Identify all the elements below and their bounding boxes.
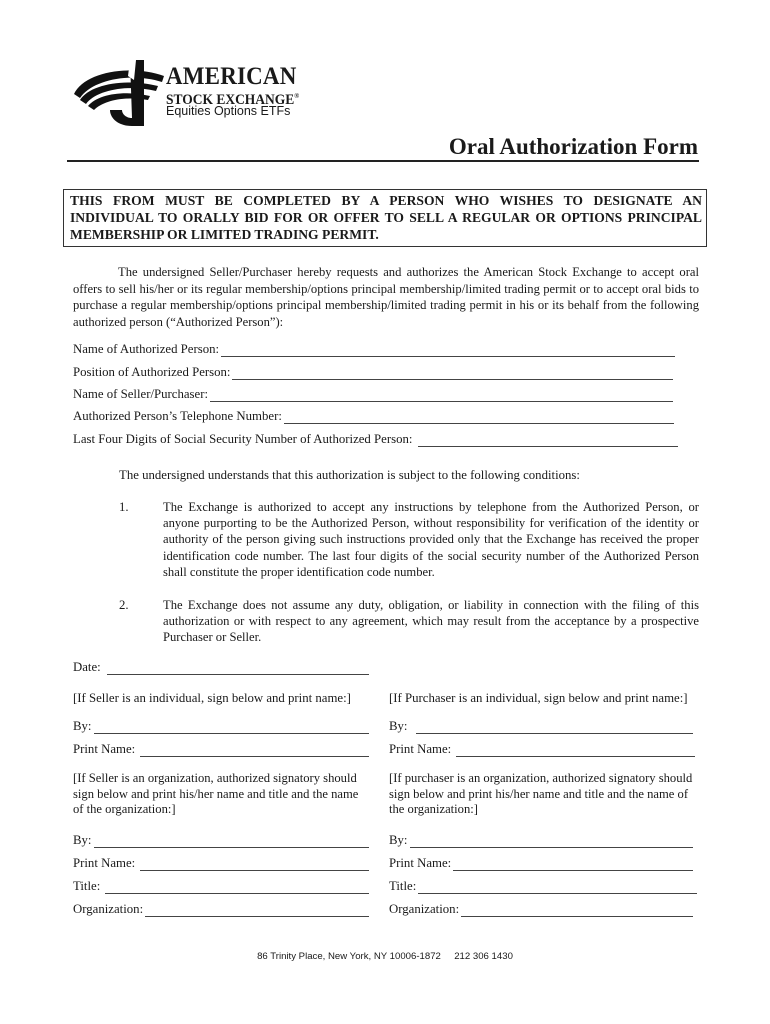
field-label: Last Four Digits of Social Security Number of Authorized Person:	[73, 432, 413, 446]
telephone-field[interactable]	[73, 408, 674, 424]
field-label: By:	[73, 719, 92, 733]
footer-address: 86 Trinity Place, New York, NY 10006-1872 212 306 1430	[257, 951, 513, 962]
field-label: Position of Authorized Person:	[73, 365, 231, 379]
field-label: Title:	[73, 879, 101, 893]
seller-purchaser-field[interactable]	[73, 386, 673, 402]
logo-tagline: Equities Options ETFs	[166, 104, 291, 118]
name-authorized-input[interactable]	[221, 344, 675, 357]
seller-org-organization-input[interactable]	[145, 904, 369, 917]
purchaser-individual-signature-input[interactable]	[416, 721, 694, 734]
seller-org-heading: [If Seller is an organization, authorized signatory should sign below and print his/her name and title and the name of the organization:]	[73, 771, 359, 816]
field-label: By:	[389, 719, 408, 733]
seller-individual-by[interactable]	[73, 718, 369, 734]
notice-box: THIS FROM MUST BE COMPLETED BY A PERSON WHO WISHES TO DESIGNATE AN INDIVIDUAL TO ORALLY BID FOR OR OFFER TO SELL A REGULAR OR OPTIONS PRINCIPAL MEMBERSHIP OR LIMITED TRADING PERMIT.	[63, 189, 707, 247]
seller-individual-name-input[interactable]	[140, 744, 369, 757]
field-label: Print Name:	[73, 856, 136, 870]
condition-text: The Exchange is authorized to accept any instructions by telephone from the Authorized Person, or anyone purporting to be the Authorized Person, without responsibility for verification of the identity or authority of the person giving such instructions provided only that the Exchange has received the proper identification code number. The last four digits of the social security number of the Authorized Person shall constitute the proper identification code number.	[163, 500, 699, 579]
purchaser-org-by[interactable]	[389, 832, 693, 848]
purchaser-org-title-input[interactable]	[418, 881, 697, 894]
amex-logo-icon	[70, 56, 166, 128]
conditions-intro: The undersigned understands that this authorization is subject to the following conditions:	[119, 468, 580, 482]
purchaser-org-name-input[interactable]	[453, 858, 693, 871]
field-label: Name of Authorized Person:	[73, 342, 220, 356]
field-label: Print Name:	[73, 742, 136, 756]
position-authorized-input[interactable]	[232, 367, 673, 380]
purchaser-individual-by[interactable]	[389, 718, 693, 734]
telephone-input[interactable]	[284, 411, 674, 424]
field-label: Authorized Person’s Telephone Number:	[73, 409, 282, 423]
purchaser-individual-print-name[interactable]	[389, 741, 695, 757]
purchaser-org-print-name[interactable]	[389, 855, 693, 871]
seller-org-title[interactable]	[73, 878, 369, 894]
seller-org-title-input[interactable]	[105, 881, 369, 894]
purchaser-org-organization[interactable]	[389, 901, 693, 917]
purchaser-org-heading: [If purchaser is an organization, authorized signatory should sign below and print his/her name and title and the name of the organization:]	[389, 771, 693, 816]
seller-org-signature-input[interactable]	[94, 835, 370, 848]
condition-number: 2.	[119, 598, 129, 612]
name-authorized-field[interactable]	[73, 341, 675, 357]
condition-number: 1.	[119, 500, 129, 514]
logo-subname: STOCK EXCHANGE®	[166, 91, 300, 108]
field-label: By:	[73, 833, 92, 847]
field-label: Date:	[73, 660, 101, 674]
registered-mark: ®	[294, 92, 300, 100]
position-authorized-field[interactable]	[73, 364, 673, 380]
seller-individual-heading: [If Seller is an individual, sign below and print name:]	[73, 691, 351, 705]
purchaser-org-organization-input[interactable]	[461, 904, 693, 917]
field-label: Print Name:	[389, 856, 452, 870]
seller-org-name-input[interactable]	[140, 858, 369, 871]
field-label: By:	[389, 833, 408, 847]
logo-name: AMERICAN	[166, 63, 297, 90]
ssn-field[interactable]	[73, 431, 678, 447]
date-field[interactable]	[73, 659, 369, 675]
condition-text: The Exchange does not assume any duty, obligation, or liability in connection with the filing of this authorization or with respect to any agreement, which may result from the acceptance by a prospective Purchaser or Seller.	[163, 598, 699, 645]
form-title: Oral Authorization Form	[448, 134, 698, 159]
purchaser-org-title[interactable]	[389, 878, 697, 894]
seller-org-print-name[interactable]	[73, 855, 369, 871]
field-label: Print Name:	[389, 742, 452, 756]
purchaser-individual-name-input[interactable]	[456, 744, 695, 757]
seller-purchaser-input[interactable]	[210, 389, 673, 402]
seller-org-by[interactable]	[73, 832, 369, 848]
intro-paragraph: The undersigned Seller/Purchaser hereby requests and authorizes the American Stock Exchange to accept oral offers to sell his/her or its regular membership/options principal membership/limited trading permit or to accept oral bids to purchase a regular membership/options principal membership/limited trading permit in his or its behalf from the following authorized person (“Authorized Person”):	[73, 265, 699, 329]
date-input[interactable]	[107, 662, 369, 675]
ssn-input[interactable]	[418, 434, 678, 447]
title-divider	[67, 160, 699, 162]
field-label: Title:	[389, 879, 417, 893]
field-label: Organization:	[389, 902, 460, 916]
seller-org-organization[interactable]	[73, 901, 369, 917]
seller-individual-print-name[interactable]	[73, 741, 369, 757]
seller-individual-signature-input[interactable]	[94, 721, 370, 734]
field-label: Organization:	[73, 902, 144, 916]
field-label: Name of Seller/Purchaser:	[73, 387, 209, 401]
purchaser-individual-heading: [If Purchaser is an individual, sign below and print name:]	[389, 691, 688, 705]
purchaser-org-signature-input[interactable]	[410, 835, 694, 848]
